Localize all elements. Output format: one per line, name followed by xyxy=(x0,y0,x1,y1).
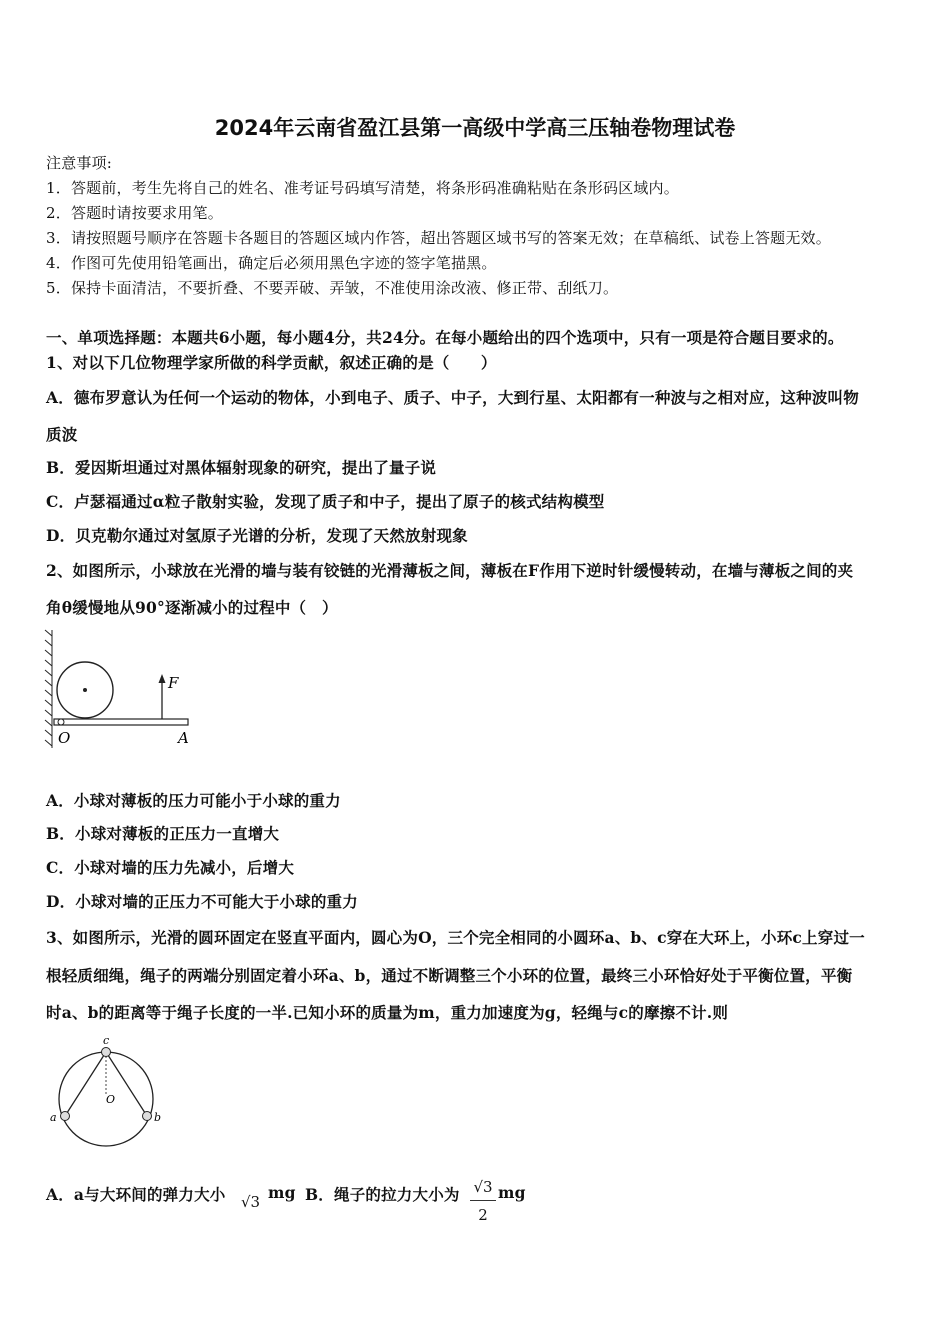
q2-option-a: A．小球对薄板的压力可能小于小球的重力 xyxy=(46,791,341,810)
q3-figure xyxy=(44,1034,169,1154)
force-arrow-head xyxy=(159,674,166,683)
q2-option-d: D．小球对墙的正压力不可能大于小球的重力 xyxy=(46,892,358,911)
q2-option-b: B．小球对薄板的正压力一直增大 xyxy=(46,824,280,843)
notice-item: 4．作图可先使用铅笔画出，确定后必须用黑色字迹的签字笔描黑。 xyxy=(46,254,497,272)
question-3-stem-cont: 时a、b的距离等于绳子长度的一半.已知小环的质量为m，重力加速度为g，轻绳与c的摩擦不计.则 xyxy=(46,1003,729,1022)
rope-right xyxy=(106,1052,147,1116)
fraction-bar xyxy=(470,1200,496,1201)
label-b: b xyxy=(154,1111,162,1124)
small-ring-a xyxy=(61,1112,70,1121)
question-2-stem-cont: 角θ缓慢地从90°逐渐减小的过程中（ ） xyxy=(46,598,338,617)
notice-item: 5．保持卡面清洁，不要折叠、不要弄破、弄皱，不准使用涂改液、修正带、刮纸刀。 xyxy=(46,279,619,297)
label-c: c xyxy=(103,1034,110,1047)
notice-item: 1．答题前，考生先将自己的姓名、准考证号码填写清楚，将条形码准确粘贴在条形码区域内。 xyxy=(46,179,679,197)
q3-option-a: A．a与大环间的弹力大小 xyxy=(46,1185,226,1204)
q2-figure xyxy=(40,628,200,753)
q1-option-d: D．贝克勒尔通过对氢原子光谱的分析，发现了天然放射现象 xyxy=(46,526,468,545)
small-ring-c xyxy=(102,1048,111,1057)
label-F: F xyxy=(168,674,179,692)
label-A: A xyxy=(178,729,189,747)
q3-option-a-unit: mg xyxy=(268,1183,296,1202)
q3-option-b-unit: mg xyxy=(498,1183,526,1202)
wall-hatching xyxy=(45,630,52,748)
ball-center-dot xyxy=(83,688,87,692)
q1-option-a: A．德布罗意认为任何一个运动的物体，小到电子、质子、中子，大到行星、太阳都有一种波与之相对应，这种波叫物 xyxy=(46,388,859,407)
question-1-stem: 1、对以下几位物理学家所做的科学贡献，叙述正确的是（ ） xyxy=(46,353,497,372)
label-O: O xyxy=(106,1093,116,1106)
rope-left xyxy=(65,1052,106,1116)
q3-option-a-value: √3 xyxy=(241,1193,261,1211)
question-3-stem-cont: 根轻质细绳，绳子的两端分别固定着小环a、b，通过不断调整三个小环的位置，最终三小环恰好处于平衡位置，平衡 xyxy=(46,966,853,985)
notice-heading: 注意事项: xyxy=(46,154,113,172)
q2-option-c: C．小球对墙的压力先减小，后增大 xyxy=(46,858,295,877)
page-title: 2024年云南省盈江县第一高级中学高三压轴卷物理试卷 xyxy=(214,116,736,140)
label-a: a xyxy=(50,1111,57,1124)
thin-board xyxy=(54,719,188,725)
question-2-stem: 2、如图所示，小球放在光滑的墙与装有铰链的光滑薄板之间，薄板在F作用下逆时针缓慢转动，在墙与薄板之间的夹 xyxy=(46,561,854,580)
q3-option-b-numerator: √3 xyxy=(473,1178,493,1196)
section-heading: 一、单项选择题：本题共6小题，每小题4分，共24分。在每小题给出的四个选项中，只有一项是符合题目要求的。 xyxy=(46,328,844,347)
label-O: O xyxy=(58,729,71,747)
q1-option-c: C．卢瑟福通过α粒子散射实验，发现了质子和中子，提出了原子的核式结构模型 xyxy=(46,492,605,511)
hinge xyxy=(58,719,64,725)
small-ring-b xyxy=(143,1112,152,1121)
notice-item: 3．请按照题号顺序在答题卡各题目的答题区域内作答，超出答题区域书写的答案无效；在草稿纸、试卷上答题无效。 xyxy=(46,229,831,247)
q3-option-b: B．绳子的拉力大小为 xyxy=(305,1185,460,1204)
q3-option-b-denominator: 2 xyxy=(478,1206,488,1224)
notice-item: 2．答题时请按要求用笔。 xyxy=(46,204,223,222)
q1-option-a-cont: 质波 xyxy=(46,425,78,444)
question-3-stem: 3、如图所示，光滑的圆环固定在竖直平面内，圆心为O，三个完全相同的小圆环a、b、c穿在大环上，小环c上穿过一 xyxy=(46,928,865,947)
q1-option-b: B．爱因斯坦通过对黑体辐射现象的研究，提出了量子说 xyxy=(46,458,437,477)
